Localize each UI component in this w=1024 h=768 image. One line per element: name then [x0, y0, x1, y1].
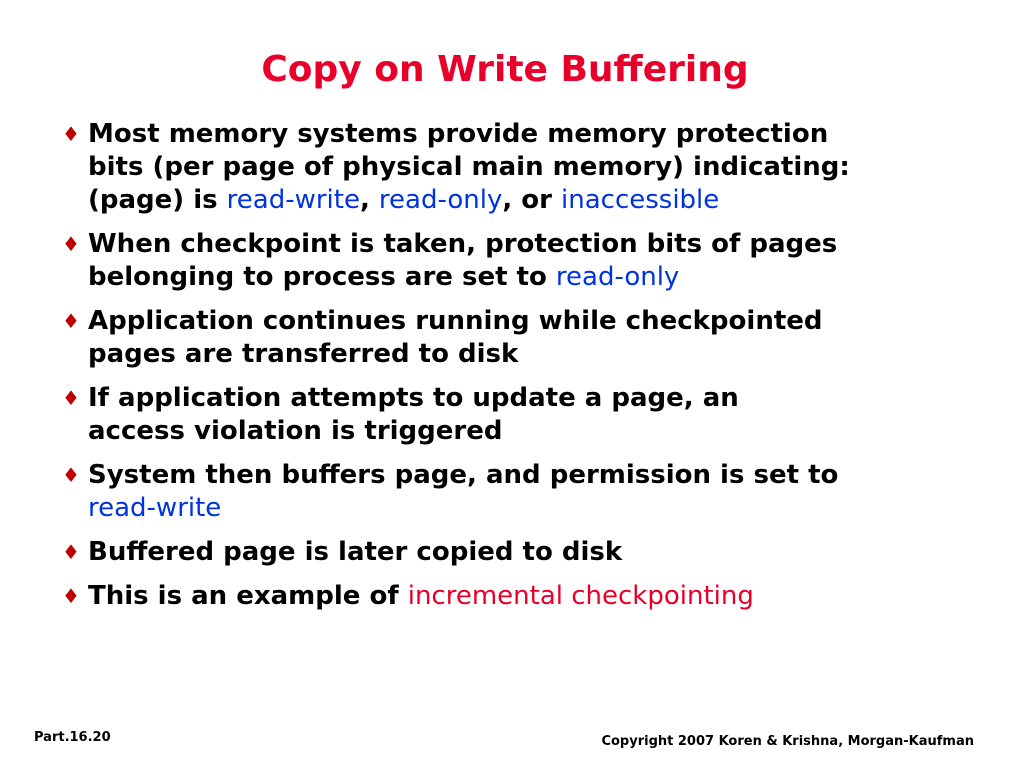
bullet-item [62, 459, 962, 525]
bullet-line [88, 151, 962, 184]
bullet-line [88, 536, 962, 569]
bullet-text: (page) is [88, 185, 227, 215]
bullet-text: This is an example of [88, 581, 408, 611]
bullet-item [62, 580, 962, 613]
slide-title: Copy on Write Buffering [261, 49, 749, 90]
bullet-text: pages are transferred to disk [88, 339, 519, 369]
bullet-text: Most memory systems provide memory protection [88, 119, 829, 149]
bullet-item [62, 536, 962, 569]
bullet-list [62, 118, 962, 624]
bullet-line [88, 228, 962, 261]
bullet-item [62, 305, 962, 371]
bullet-text: , [359, 185, 379, 215]
diamond-bullet-icon: ♦ [62, 584, 80, 608]
highlighted-term: read-only [555, 262, 680, 292]
bullet-line [88, 580, 962, 613]
diamond-bullet-icon: ♦ [62, 540, 80, 564]
diamond-bullet-icon: ♦ [62, 232, 80, 256]
bullet-line [88, 184, 962, 217]
bullet-line [88, 492, 962, 525]
bullet-text: , or [502, 185, 562, 215]
bullet-text: belonging to process are set to [88, 262, 556, 292]
diamond-bullet-icon: ♦ [62, 122, 80, 146]
highlighted-term: read-write [226, 185, 360, 215]
highlighted-term: read-only [378, 185, 503, 215]
bullet-text: If application attempts to update a page, an [88, 383, 739, 413]
bullet-text: Buffered page is later copied to disk [88, 537, 623, 567]
bullet-item [62, 382, 962, 448]
bullet-text: bits (per page of physical main memory) indicating: [88, 152, 850, 182]
highlighted-term: incremental checkpointing [407, 581, 754, 611]
bullet-line [88, 459, 962, 492]
bullet-line [88, 415, 962, 448]
highlighted-term: inaccessible [561, 185, 720, 215]
bullet-item [62, 228, 962, 294]
bullet-line [88, 382, 962, 415]
bullet-text: When checkpoint is taken, protection bits of pages [88, 229, 838, 259]
bullet-text: access violation is triggered [88, 416, 503, 446]
bullet-text: System then buffers page, and permission is set to [88, 460, 839, 490]
bullet-text: Application continues running while checkpointed [88, 306, 823, 336]
diamond-bullet-icon: ♦ [62, 463, 80, 487]
diamond-bullet-icon: ♦ [62, 386, 80, 410]
bullet-line [88, 338, 962, 371]
diamond-bullet-icon: ♦ [62, 309, 80, 333]
bullet-line [88, 261, 962, 294]
highlighted-term: read-write [88, 493, 222, 523]
bullet-line [88, 118, 962, 151]
bullet-line [88, 305, 962, 338]
copyright-notice: Copyright 2007 Koren & Krishna, Morgan-Kaufman [601, 734, 974, 749]
slide-number: Part.16.20 [34, 730, 111, 745]
bullet-item [62, 118, 962, 217]
